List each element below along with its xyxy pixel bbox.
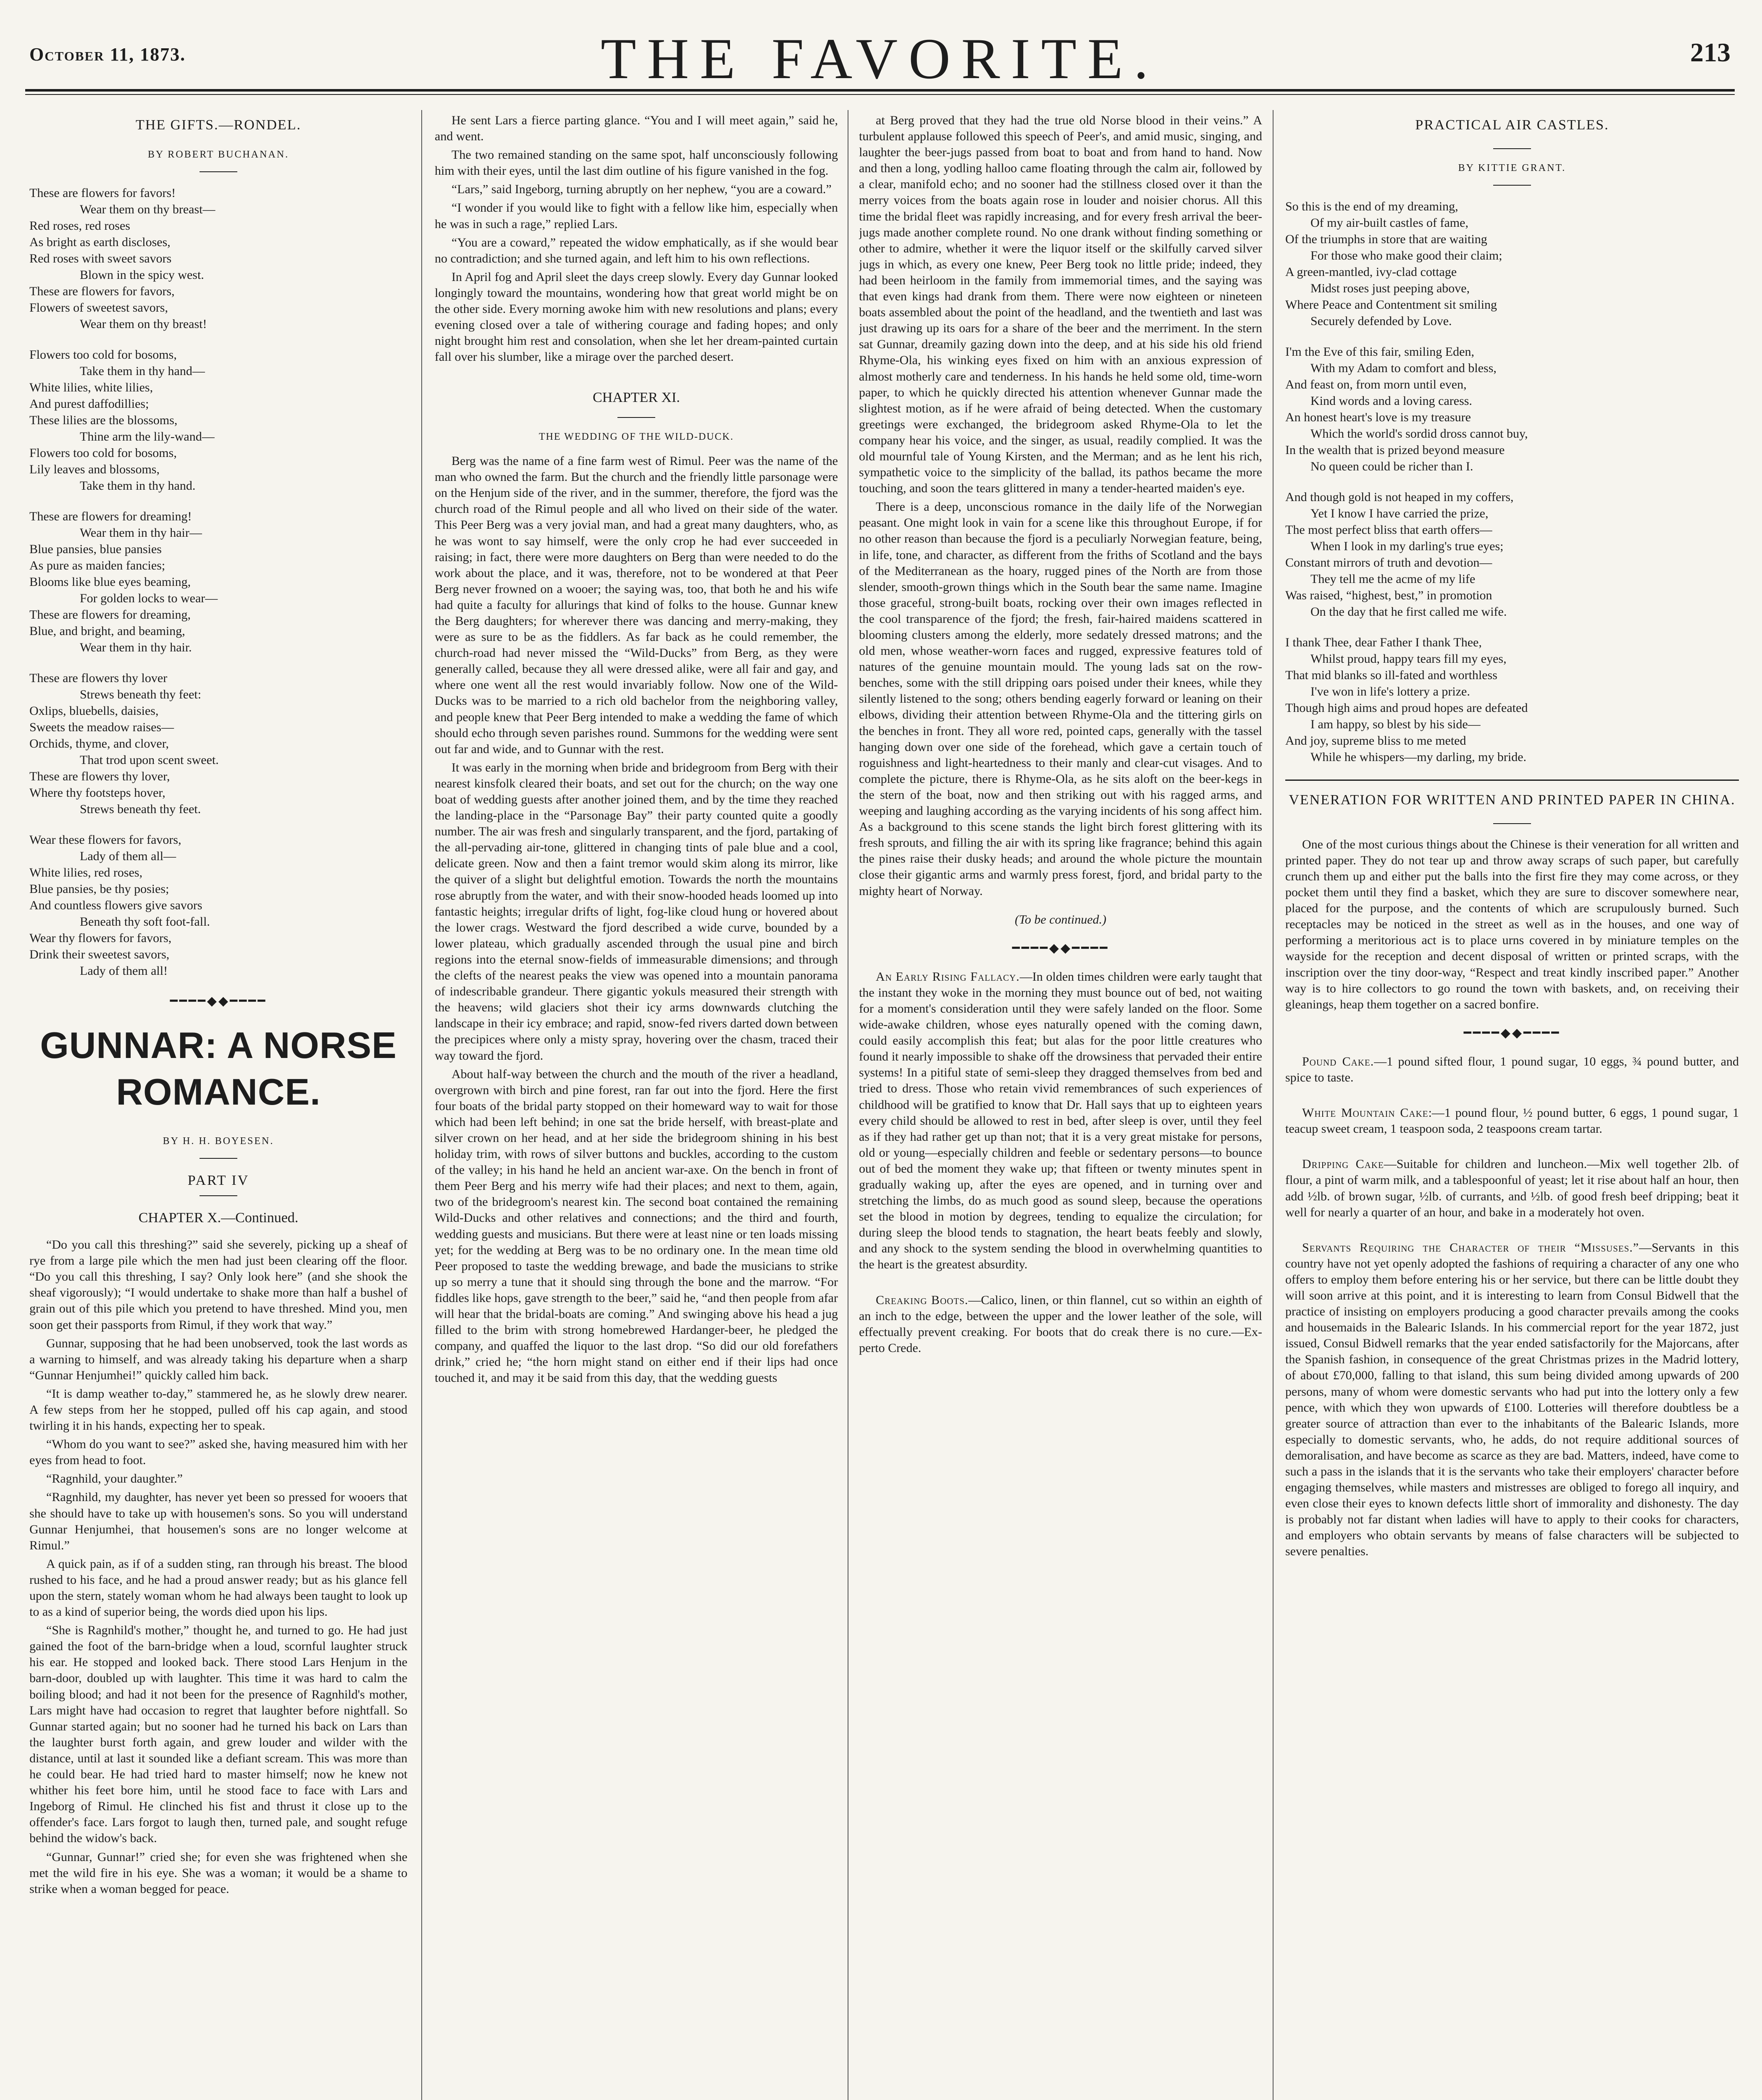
air-castles-poem (1285, 198, 1739, 765)
poem-line: Take them in thy hand. (80, 478, 196, 493)
poem-line: These are flowers for dreaming! (29, 509, 192, 523)
poem-line: Wear them on thy breast— (80, 202, 215, 216)
poem-line: Of the triumphs in store that are waiting (1285, 232, 1487, 246)
paragraph: Berg was the name of a fine farm west of Rimul. Peer was the name of the man who owned the farm. But the church and the friendly little parsonage were on the Henjum side of the river, and in the summer, therefore, the fjord was the church road of the Rimul people and all who lived on their side of the water. This Peer Berg was a very jovial man, and had a great many daughters, who, as he was wont to say himself, were the only crop he had ever succeeded in raising; in fact, there were more daughters on Berg than were needed to do the work about the place, and it was, therefore, not to be wondered at that Peer Berg never frowned on a wooer; the saying was, too, that both he and his wife had quite a faculty for allurings that kind of folks to the house. Gunnar knew the Berg daughters; for wherever there was dancing and merry-making, they were as sure to be as the fiddlers. As far back as he could remember, the church-road had never missed the “Wild-Ducks” from Berg, as they were generally called, because they all were dressed alike, were all fair and gay, and where one went all the rest would invariably follow. Now one of the Wild-Ducks was to be married to a rich old bachelor from the neighboring valley, and people knew that Peer Berg intended to make a wedding the fame of which should echo through seven parishes round. Summons for the wedding were sent out far and wide, and to Gunnar with the rest. (435, 454, 838, 756)
short-rule (200, 171, 237, 172)
column-2 (435, 113, 838, 2100)
stanza (1285, 634, 1739, 765)
recipe-pound-cake (1285, 1054, 1739, 1086)
chapter-heading: CHAPTER XI. (593, 390, 680, 406)
item-body: —Calico, linen, or thin flannel, cut so within an eighth of an inch to the edge, between the upper and the lower leather of the sole, will effectually prevent creaking. For boots that do creak there is no cure.—Ex-perto Crede. (859, 1293, 1262, 1355)
poem-line: Lily leaves and blossoms, (29, 462, 160, 476)
serial-body (29, 1237, 407, 1897)
poem-line: These lilies are the blossoms, (29, 413, 178, 427)
ornament-divider: ━━━━◆◆━━━━ (170, 994, 267, 1008)
poem-byline: BY KITTIE GRANT. (1458, 163, 1566, 174)
poem-line: As pure as maiden fancies; (29, 558, 165, 572)
to-be-continued: (To be continued.) (1014, 912, 1107, 927)
chapter-heading: CHAPTER X.—Continued. (138, 1210, 299, 1226)
paragraph: “Whom do you want to see?” asked she, having measured him with her eyes from head to foot. (29, 1437, 407, 1467)
stanza (1285, 198, 1739, 329)
poem-line: Wear these flowers for favors, (29, 832, 181, 847)
poem-title: PRACTICAL AIR CASTLES. (1415, 117, 1609, 133)
item-servants (1285, 1240, 1739, 1560)
poem-line: Wear them on thy breast! (80, 317, 207, 331)
poem-line: Beneath thy soft foot-fall. (80, 914, 210, 929)
poem-line: As bright as earth discloses, (29, 235, 171, 249)
poem-line: Though high aims and proud hopes are defeated (1285, 701, 1528, 715)
poem-line: That trod upon scent sweet. (80, 753, 219, 767)
poem-line: I've won in life's lottery a prize. (1310, 684, 1470, 698)
poem-line: And countless flowers give savors (29, 898, 202, 912)
poem-line: Where Peace and Contentment sit smiling (1285, 297, 1497, 312)
item-body: —Servants in this country have not yet openly adopted the fashions of requiring a character of any one who offers to employ them before entering his or her service, but there can be little doubt they will soon arrive at this point, and it is interesting to learn from Consul Bidwell that the practice of insisting on employers producing a good character prevails among the cooks and housemaids in the Balearic Islands. In his commercial report for the year 1872, just issued, Consul Bidwell remarks that the year ended satisfactorily for the Majorcans, after the Spanish fashion, in consequence of the great Christmas prizes in the Madrid lottery, of about £70,000, falling to that island, this sum being divided among upwards of 200 persons, many of whom were domestic servants who had put into the lottery only a few pence, with which they won upwards of £100. Lotteries will therefore doubtless be a greater source of attraction than ever to the inhabitants of the Balearic Islands, more especially to domestic servants, who, he adds, do not require additional sources of demoralisation, and have become as scarce as they are bad. Matters, indeed, have come to such a pass in the islands that it is the servants who take their employers' character before engaging themselves, while masters and mistresses are obliged to forego all inquiry, and even close their eyes to known defects little short of immorality and dishonesty. The day is probably not far distant when ladies will have to apply to their cooks for characters, and employers who obtain servants by means of false characters will be subjected to severe penalties. (1285, 1240, 1739, 1559)
item-title: An Early Rising Fallacy. (876, 969, 1020, 984)
poem-line: Blue pansies, be thy posies; (29, 882, 169, 896)
recipe-body: —1 pound sifted flour, 1 pound sugar, 10 eggs, ¾ pound butter, and spice to taste. (1285, 1054, 1739, 1085)
poem-line: These are flowers thy lover (29, 671, 168, 685)
paragraph: “Ragnhild, your daughter.” (46, 1472, 183, 1486)
column-4 (1285, 113, 1739, 2100)
rondel-byline: BY ROBERT BUCHANAN. (147, 149, 289, 160)
recipe-white-mountain-cake (1285, 1105, 1739, 1137)
paragraph: He sent Lars a fierce parting glance. “You and I will meet again,” said he, and went. (435, 113, 838, 144)
paragraph: About half-way between the church and the mouth of the river a headland, overgrown with birch and pine forest, ran far out into the fjord. Here the first four boats of the bridal party stopped on their homeward way to wait for those which had been left behind; in one sat the bride herself, with breast-plate and silver crown on her head, and at her side the bridegroom shining in his best holiday trim, with rows of silver buttons and buckles, according to the custom of the valley; in his hand he held an ancient war-axe. On the bench in front of them Peer Berg and his merry wife had their places; and next to them, again, two of the bridegroom's nearest kin. The second boat contained the remaining Wild-Ducks and other relatives and connections; and the third and fourth, wedding guests and musicians. But there were at least nine or ten loads missing yet; for the wedding at Berg was to be no ordinary one. In the mean time old Peer proposed to taste the wedding brewage, and bade the musicians to strike up so merry a tune that it should sing through the bone and the marrow. “For fiddles like hops, gave strength to the beer,” said he, “and then people from afar will hear that the bridal-boats are coming.” And swinging above his head a jug filled to the brim with strong homebrewed Hardanger-beer, he pledged the company, and quaffed the liquor to the last drop. “So did our old forefathers drink,” cried he; “the horn might stand on either end if their lips had once touched it, and may it be said from this day, that the wedding guests (435, 1067, 838, 1385)
masthead-rule-thin (25, 94, 1735, 95)
poem-line: Which the world's sordid dross cannot buy, (1310, 426, 1528, 441)
paragraph: “Lars,” said Ingeborg, turning abruptly on her nephew, “you are a coward.” (452, 182, 832, 197)
poem-line: Kind words and a loving caress. (1310, 394, 1472, 408)
rondel-poem (29, 185, 407, 979)
masthead-rule (25, 89, 1735, 92)
item-title: Servants Requiring the Character of their “Missuses.” (1302, 1240, 1639, 1255)
column-1 (29, 113, 407, 2100)
stanza (29, 670, 407, 817)
poem-line: So this is the end of my dreaming, (1285, 199, 1458, 213)
column-3 (859, 113, 1262, 2100)
recipe-title: Dripping Cake (1302, 1157, 1384, 1171)
poem-line: These are flowers thy lover, (29, 769, 170, 783)
short-rule (200, 1158, 237, 1159)
stanza (1285, 489, 1739, 620)
poem-line: Strews beneath thy feet. (80, 802, 201, 816)
poem-line: Orchids, thyme, and clover, (29, 736, 169, 751)
paragraph: “Ragnhild, my daughter, has never yet been so pressed for wooers that she should have to take up with housemen's sons. So you will understand Gunnar Henjumhei, that housemen's sons are no longer welcome at Rimul.” (29, 1490, 407, 1552)
paragraph: at Berg proved that they had the true old Norse blood in their veins.” A turbulent applause followed this speech of Peer's, and amid music, singing, and laughter the beer-jugs passed from boat to boat and from hand to hand. Now and then a long, yodling halloo came floating through the calm air, followed by a clear, manifold echo; and no sooner had the stillness closed over it than the merry voices from the boats again rose in louder and noisier chorus. All this time the bridal fleet was rapidly increasing, and for every fresh arrival the beer-jugs made another complete round. No one drank without finding something or other to admire, whether it were the liquor itself or the skilfully carved silver jugs in which, as every one knew, Peer Berg took no little pride; indeed, they had been heirloom in the family from immemorial times, and the saying was that even kings had drank from them. There were now eighteen or nineteen boats assembled about the point of the headland, and the twentieth and last was just drawing up its oars for a share of the beer and the merriment. In the stern sat Gunnar, dreamily gazing down into the deep, and at his side his old friend Rhyme-Ola, his winking eyes fixed on him with an anxious expression of almost motherly care and tenderness. In his hands he held some old, time-worn paper, to which he quickly directed his attention whenever Gunnar made the slightest motion, as if he were afraid of being detected. When the customary greetings were exchanged, the bridegroom asked Rhyme-Ola to let the company hear his voice, and the singer, as usual, readily complied. It was the old mournful tale of Young Kirsten, and the Merman; and as he lent his rich, sympathetic voice to the simplicity of the ballad, its pathos became the more touching, and soon the tears glittered in many a tender-hearted maiden's eye. (859, 113, 1262, 496)
stanza (29, 508, 407, 656)
poem-line: Of my air-built castles of fame, (1310, 215, 1468, 230)
short-rule (1493, 148, 1531, 149)
serial-body-continued (435, 113, 838, 365)
issue-date: October 11, 1873. (29, 44, 186, 65)
poem-line: Drink their sweetest savors, (29, 947, 170, 961)
poem-line: I'm the Eve of this fair, smiling Eden, (1285, 344, 1474, 359)
paragraph: “She is Ragnhild's mother,” thought he, and turned to go. He had just gained the foot of the barn-bridge when a loud, scornful laughter struck his ear. He stopped and looked back. There stood Lars Henjum in the barn-door, doubled up with laughter. This time it was hard to calm the boiling blood; and had it not been for the presence of Ragnhild's mother, Lars might have had occasion to regret that laughter before nightfall. So Gunnar started again; but no sooner had he turned his back on Lars than the laughter burst forth again, and grew louder and wilder with the distance, until at last it sounded like a defiant scream. This was more than he could bear. He had tried hard to master himself; now he knew not whither his feet bore him, until he stood face to face with Lars and Ingeborg of Rimul. He clinched his fist and thrust it close up to the offender's face. Lars forgot to laugh then, turned pale, and sought refuge behind the widow's back. (29, 1623, 407, 1845)
poem-line: And joy, supreme bliss to me meted (1285, 733, 1466, 748)
poem-line: Was raised, “highest, best,” in promotion (1285, 588, 1492, 602)
poem-line: The most perfect bliss that earth offers— (1285, 522, 1492, 537)
poem-line: Where thy footsteps hover, (29, 785, 165, 800)
poem-line: Blown in the spicy west. (80, 268, 204, 282)
paragraph: “Gunnar, Gunnar!” cried she; for even she was frightened when she met the wild fire in his eye. She was a woman; it would be a shame to strike when a woman begged for peace. (29, 1850, 407, 1896)
poem-line: White lilies, white lilies, (29, 380, 153, 394)
item-body: —In olden times children were early taught that the instant they woke in the morning they must bounce out of bed, not waiting for a moment's consideration until they were safely landed on the floor. Some wide-awake children, whose eyes naturally opened with the coming dawn, could easily accomplish this feat; but alas for the poor little creatures who found it nearly impossible to shake off the drowsiness that pervaded their entire systems! In a pitiful state of semi-sleep they dragged themselves from bed and tried to dress. Those who retain vivid remembrances of such experiences of childhood will be gratified to know that Dr. Hall says that up to eighteen years every child should be allowed to rest in bed, after sleep is over, until they feel as if they had rather get up than not; that it is a very great mistake for persons, old or young—especially children and feeble or sedentary persons—to bounce out of bed the moment they wake up; that fifteen or twenty minutes spent in gradually waking up, after the eyes are opened, and in turning over and stretching the limbs, do as much good as sound sleep, because the operations set the blood in motion by degrees, tending to equalize the circulation; for during sleep the blood tends to stagnation, the heart beats feebly and slowly, and any shock to the system sending the blood in overwhelming quantities to the heart is the greatest absurdity. (859, 969, 1262, 1272)
poem-line: And purest daffodillies; (29, 396, 149, 411)
poem-line: No queen could be richer than I. (1310, 459, 1473, 473)
paragraph: “It is damp weather to-day,” stammered he, as he slowly drew nearer. A few steps from her he stopped, pulled off his cap again, and stood twirling it in his hands, expecting her to speak. (29, 1386, 407, 1433)
short-rule (1493, 185, 1531, 186)
stanza (1285, 344, 1739, 475)
recipe-body: :—1 pound flour, ½ pound butter, 6 eggs, 1 pound sugar, 1 teacup sweet cream, 1 teaspoon soda, 2 teaspoons cream tartar. (1285, 1106, 1739, 1136)
chapter-subtitle: THE WEDDING OF THE WILD-DUCK. (539, 431, 734, 442)
poem-line: Flowers too cold for bosoms, (29, 446, 177, 460)
poem-line: Oxlips, bluebells, daisies, (29, 704, 159, 718)
poem-line: For golden locks to wear— (80, 591, 218, 605)
short-rule (617, 417, 655, 418)
recipe-body: —Suitable for children and luncheon.—Mix well together 2lb. of flour, a pint of warm milk, and a tablespoonful of yeast; let it rise about half an hour, then add ½lb. of brown sugar, ½lb. of currants, and ½lb. of good fresh beef dripping; beat it well for nearly a quarter of an hour, and bake in a moderately hot oven. (1285, 1157, 1739, 1219)
poem-line: Red roses, red roses (29, 218, 130, 233)
paragraph: A quick pain, as if of a sudden sting, ran through his breast. The blood rushed to his face, and he had a proud answer ready; but as his glance fell upon the stern, stately woman whom he had always been taught to look up to as a kind of superior being, the words died upon his lips. (29, 1557, 407, 1619)
ornament-divider: ━━━━◆◆━━━━ (1463, 1026, 1561, 1040)
poem-line: Blooms like blue eyes beaming, (29, 575, 191, 589)
poem-line: When I look in my darling's true eyes; (1310, 539, 1504, 553)
poem-line: On the day that he first called me wife. (1310, 604, 1507, 619)
poem-line: An honest heart's love is my treasure (1285, 410, 1471, 424)
poem-line: A green-mantled, ivy-clad cottage (1285, 265, 1457, 279)
poem-line: Blue, and bright, and beaming, (29, 624, 185, 638)
poem-line: I thank Thee, dear Father I thank Thee, (1285, 635, 1482, 649)
poem-line: Whilst proud, happy tears fill my eyes, (1310, 651, 1507, 666)
poem-line: Securely defended by Love. (1310, 314, 1452, 328)
poem-line: Lady of them all— (80, 849, 176, 863)
poem-line: While he whispers—my darling, my bride. (1310, 750, 1527, 764)
poem-line: That mid blanks so ill-fated and worthless (1285, 668, 1497, 682)
rondel-title: THE GIFTS.—RONDEL. (136, 117, 301, 133)
serial-title: GUNNAR: A NORSE ROMANCE. (40, 1024, 397, 1113)
poem-line: Lady of them all! (80, 963, 168, 978)
stanza (29, 832, 407, 979)
poem-line: These are flowers for favors! (29, 186, 176, 200)
poem-line: They tell me the acme of my life (1310, 572, 1476, 586)
poem-line: Flowers of sweetest savors, (29, 300, 168, 315)
paragraph: The two remained standing on the same spot, half unconsciously following him with their eyes, until the last dim outline of his figure vanished in the fog. (435, 148, 838, 178)
poem-line: And though gold is not heaped in my coffers, (1285, 490, 1514, 504)
short-rule (200, 1195, 237, 1196)
serial-body-end (859, 113, 1262, 899)
section-rule (1285, 780, 1739, 781)
poem-line: Wear thy flowers for favors, (29, 931, 172, 945)
article-title: VENERATION FOR WRITTEN AND PRINTED PAPER IN CHINA. (1289, 792, 1736, 808)
column-divider (1273, 110, 1274, 2100)
poem-line: Yet I know I have carried the prize, (1310, 506, 1489, 520)
short-rule (1493, 823, 1531, 824)
poem-line: Strews beneath thy feet: (80, 687, 202, 701)
poem-line: These are flowers for favors, (29, 284, 175, 298)
page-number: 213 (1690, 37, 1730, 67)
poem-line: I am happy, so blest by his side— (1310, 717, 1481, 731)
paragraph: “I wonder if you would like to fight with a fellow like him, especially when he was in such a rage,” replied Lars. (435, 201, 838, 231)
part-heading: PART IV (187, 1172, 249, 1188)
poem-line: Flowers too cold for bosoms, (29, 347, 177, 362)
serial-body-chapter-xi (435, 453, 838, 1386)
article-body: One of the most curious things about the Chinese is their veneration for all written and printed paper. They do not tear up and throw away scraps of such paper, but carefully crunch them up and either put the balls into the first fire they may come across, or they pocket them until they find a basket, which they are sure to discover somewhere near, placed for the purpose, and the contents of which are scrupulously burned. Such receptacles may be noticed in the street as well as in the houses, and one way of performing a meritorious act is to place urns covered in by miniature temples on the wayside for the reception and decent disposal of written or printed scraps, with the inscription over the tiny door-way, “Respect and treat kindly inscribed paper.” Another way is to hire collectors to go round the town with baskets, and, on receiving their gleanings, heap them together on a sacred bonfire. (1285, 837, 1739, 1011)
poem-line: Blue pansies, blue pansies (29, 542, 162, 556)
paragraph: Gunnar, supposing that he had been unobserved, took the last words as a warning to himself, and was already taking his departure when a sharp “Gunnar Henjumhei!” quickly called him back. (29, 1336, 407, 1382)
newspaper-title: THE FAVORITE. (601, 26, 1159, 91)
poem-line: Wear them in thy hair. (80, 640, 192, 654)
poem-line: Wear them in thy hair— (80, 525, 202, 540)
poem-line: For those who make good their claim; (1310, 248, 1502, 262)
poem-line: White lilies, red roses, (29, 865, 143, 879)
recipe-title: White Mountain Cake (1302, 1106, 1429, 1120)
item-early-rising (859, 969, 1262, 1273)
poem-line: Midst roses just peeping above, (1310, 281, 1470, 295)
paragraph: There is a deep, unconscious romance in the daily life of the Norwegian peasant. One might look in vain for a scene like this throughout Europe, if for no other reason than because the fjord is a peculiarly Norwegian feature, being, in life, tone, and character, as different from the friths of Scotland and the bays of the Mediterranean as the hoary, rugged pines of the North are from those slender, smooth-grown things which in the South bear the same name. Imagine those graceful, strong-built boats, rocking over their own images reflected in the cool transparence of the fjord; the fresh, fair-haired maidens scattered in blooming clusters among the elderly, more sedately dressed matrons; and the old men, whose weather-worn faces and rugged, expressive features told of natures of the genuine mountain mould. The young lads sat on the row-benches, some with the still dripping oars poised under their knees, while they silently listened to the song; others bending eagerly forward or leaning on their elbows, dividing their attention between Rhyme-Ola and the tittering girls on the benches in front. They all wore red, pointed caps, generally with the tassel hanging down over one side of the forehead, which gave a certain touch of roguishness and light-heartedness to their manly and clear-cut visages. And to complete the picture, there is Rhyme-Ola, as he sits aloft on the beer-kegs in the stern of the boat, now and then striking out with his ragged arms, and weeping and laughing according as the varying incidents of his song affect him. As a background to this scene stands the light birch forest glittering with its fresh sprouts, and filling the air with its spring like fragrance; behind this again the pines raise their dusky heads; and around the whole picture the mountain close their gigantic arms and warmly press forest, fjord, and bridal party to the mighty heart of Norway. (859, 500, 1262, 898)
stanza (29, 346, 407, 494)
item-title: Creaking Boots. (876, 1293, 969, 1307)
poem-line: Red roses with sweet savors (29, 251, 172, 265)
poem-line: Thine arm the lily-wand— (80, 429, 215, 444)
paragraph: “Do you call this threshing?” said she severely, picking up a sheaf of rye from a large pile which the men had just been clearing off the floor. “Do you call this threshing, I say? Only look here” (and she shook the sheaf vigorously); “I would undertake to shake more than half a bushel of grain out of this pile which you pretend to have threshed. Mind you, men soon get their passports from Rimul, if they work that way.” (29, 1238, 407, 1332)
paragraph: In April fog and April sleet the days creep slowly. Every day Gunnar looked longingly toward the mountains, wondering how that great world might be on the other side. Every morning awoke him with new resolutions and plans; every evening closed over a tale of withering courage and fading hopes; and only night brought him rest and consolation, when she let her dream-painted curtain fall over his slumber, like a mirage over the parched desert. (435, 270, 838, 364)
item-creaking-boots (859, 1292, 1262, 1356)
recipe-dripping-cake (1285, 1156, 1739, 1220)
column-divider (421, 110, 422, 2100)
stanza (29, 185, 407, 332)
poem-line: These are flowers for dreaming, (29, 607, 191, 622)
poem-line: In the wealth that is prized beyond measure (1285, 443, 1505, 457)
ornament-divider: ━━━━◆◆━━━━ (1012, 941, 1109, 955)
poem-line: Take them in thy hand— (80, 364, 205, 378)
masthead (25, 17, 1735, 105)
poem-line: With my Adam to comfort and bless, (1310, 361, 1497, 375)
paragraph: It was early in the morning when bride and bridegroom from Berg with their nearest kinsfolk cleared their boats, and set out for the church; on the way one boat of wedding guests after another joined them, and by the time they reached the landing-place in the “Parsonage Bay” their party counted quite a goodly number. The air was fresh and singularly transparent, and the fjord, partaking of the all-pervading air-tone, glittered in changing tints of pale blue and a cool, delicate green. Now and then a faint tremor would skim along its mirror, like the quiver of a slight but delightful emotion. Towards the north the mountains rose abruptly from the water, and with their snow-hooded heads loomed up into fantastic heights; irregular drifts of light, fog-like cloud hung or hovered about the lower crags. Westward the fjord described a wide curve, bounded by a lower plateau, which gradually ascended through the usual pine and birch regions into the eternal snow-fields of immeasurable dimensions; and through the clefts of the nearest peaks the view was opened into a mountain panorama of indescribable grandeur. There gigantic yokuls measured their strength with the heavens; wild glaciers shot their icy arms downwards clutching the landscape in their icy embrace; and rapid, snow-fed rivers darted down between the precipices where only a misty spray, hovering over the chasm, traced their way toward the fjord. (435, 760, 838, 1063)
recipe-title: Pound Cake. (1302, 1054, 1374, 1068)
paragraph: “You are a coward,” repeated the widow emphatically, as if she would bear no contradiction; and she turned again, and left him to his own reflections. (435, 235, 838, 265)
poem-line: And feast on, from morn until even, (1285, 377, 1467, 391)
poem-line: Constant mirrors of truth and devotion— (1285, 555, 1492, 570)
poem-line: Sweets the meadow raises— (29, 720, 174, 734)
serial-byline: BY H. H. BOYESEN. (163, 1136, 274, 1147)
